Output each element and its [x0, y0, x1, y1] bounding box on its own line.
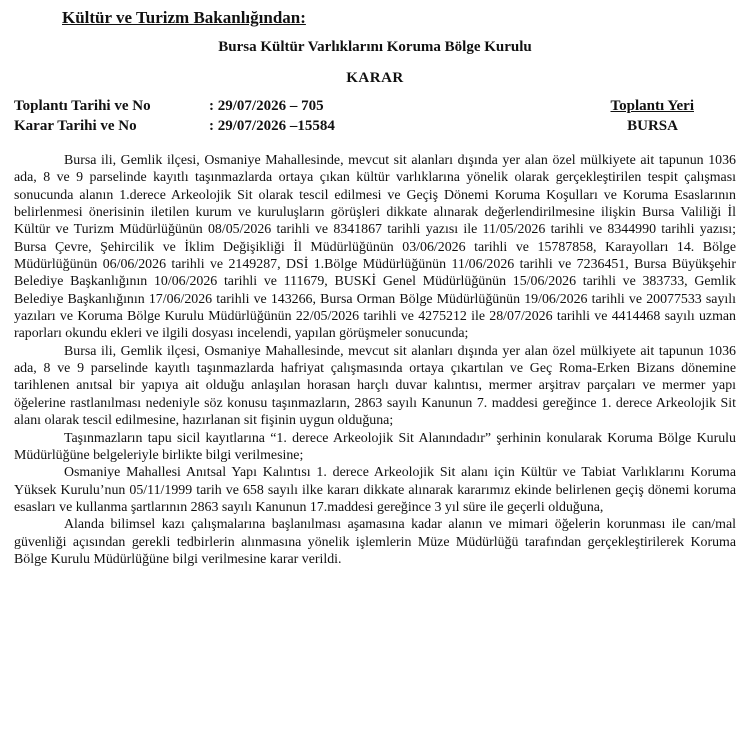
body-paragraph: Bursa ili, Gemlik ilçesi, Osmaniye Mahallesinde, mevcut sit alanları dışında yer alan özel mülkiyete ait tapunun 1036 ada, 8 ve 9 parselinde kayıtlı taşınmazlarda hafriyat çalışmasında ortaya çıkartılan ve Geç Roma-Erken Bizans dönemine tarihlenen anıtsal bir yapıya ait olduğu anlaşılan horasan harçlı duvar kalıntısı, mermer arşitrav parçaları ve mermer yapı öğelerine rastlanılması nedeniyle söz konusu taşınmazların, 2863 sayılı Kanunun 7. maddesi gereğince 1. derece Arkeolojik Sit alanı olarak tescil edilmesine, hazırlanan sit fişinin uygun olduğuna;: [14, 343, 736, 429]
body-paragraph: Bursa ili, Gemlik ilçesi, Osmaniye Mahallesinde, mevcut sit alanları dışında yer alan özel mülkiyete ait tapunun 1036 ada, 8 ve 9 parselinde kayıtlı taşınmazlarda ortaya çıkan kültür varlıklarına yönelik olarak gerçekleştirilen tespit çalışması sonucunda alanın 1.derece Arkeolojik Sit olarak tescil edilmesi ve Geçiş Dönemi Koruma Koşulları ve Koruma Esaslarının belirlenmesi önerisinin iletilen kurum ve kuruluşların görüşleri dikkate alınarak değerlendirilmesine ilişkin Bursa Valiliği İl Kültür ve Turizm Müdürlüğünün 08/05/2026 tarihli ve 8341867 tarihli yazısı ile 11/05/2026 tarihli ve 8344990 tarihli yazısı; Bursa Çevre, Şehircilik ve İklim Değişikliği İl Müdürlüğünün 03/06/2026 tarihli ve 15787858, Karayolları 14. Bölge Müdürlüğünün 06/06/2026 tarihli ve 2149287, DSİ 1.Bölge Müdürlüğünün 11/06/2026 tarihli ve 7236451, Bursa Büyükşehir Belediye Başkanlığının 10/06/2026 tarihli ve 111679, BUSKİ Genel Müdürlüğünün 15/06/2026 tarihli ve 383733, Gemlik Belediye Başkanlığının 17/06/2026 tarihli ve 143266, Bursa Orman Bölge Müdürlüğünün 19/06/2026 tarihli ve 20077533 sayılı yazıları ve Koruma Bölge Kurulu Müdürlüğünün 22/05/2026 tarihli ve 4275212 ile 28/07/2026 tarihli ve 4414468 sayılı uzman raporları okundu ekleri ve ilgili dosyası incelendi, yapılan görüşmeler sonucunda;: [14, 153, 736, 342]
board-heading: Bursa Kültür Varlıklarını Koruma Bölge Kurulu: [218, 39, 532, 55]
ministry-heading: Kültür ve Turizm Bakanlığından:: [62, 8, 306, 27]
meeting-date-value: : 29/07/2026 – 705: [209, 98, 324, 114]
meeting-date-label: Toplantı Tarihi ve No: [14, 98, 151, 114]
decision-date-value: : 29/07/2026 –15584: [209, 118, 335, 134]
decision-date-label: Karar Tarihi ve No: [14, 118, 137, 134]
body-paragraph: Taşınmazların tapu sicil kayıtlarına “1. derece Arkeolojik Sit Alanındadır” şerhinin konularak Koruma Bölge Kurulu Müdürlüğüne belgeleriyle birlikte bilgi verilmesine;: [14, 430, 736, 463]
meeting-place-label: Toplantı Yeri: [610, 98, 694, 114]
body-paragraph: Osmaniye Mahallesi Anıtsal Yapı Kalıntısı 1. derece Arkeolojik Sit alanı için Kültür ve Tabiat Varlıklarını Koruma Yüksek Kurulu’nun 05/11/1999 tarih ve 658 sayılı ilke kararı dikkate alınarak kararımız ekinde belirlenen geçiş dönemi koruma esasları ve kullanma şartlarının 2863 sayılı Kanunun 17.maddesi gereğince 3 yıl süre ile geçerli olduğuna,: [14, 465, 736, 515]
decision-title: KARAR: [346, 70, 404, 86]
decision-body: [14, 152, 736, 568]
body-paragraph: Alanda bilimsel kazı çalışmalarına başlanılması aşamasına kadar alanın ve mimari öğelerin korunması ile can/mal güvenliği açısından gerekli tedbirlerin alınmasına yönelik işlemlerin Müze Müdürlüğü tarafından gerçekleştirilerek Koruma Bölge Kurulu Müdürlüğüne bilgi verilmesine karar verildi.: [14, 517, 736, 567]
meeting-place-value: BURSA: [627, 118, 678, 134]
